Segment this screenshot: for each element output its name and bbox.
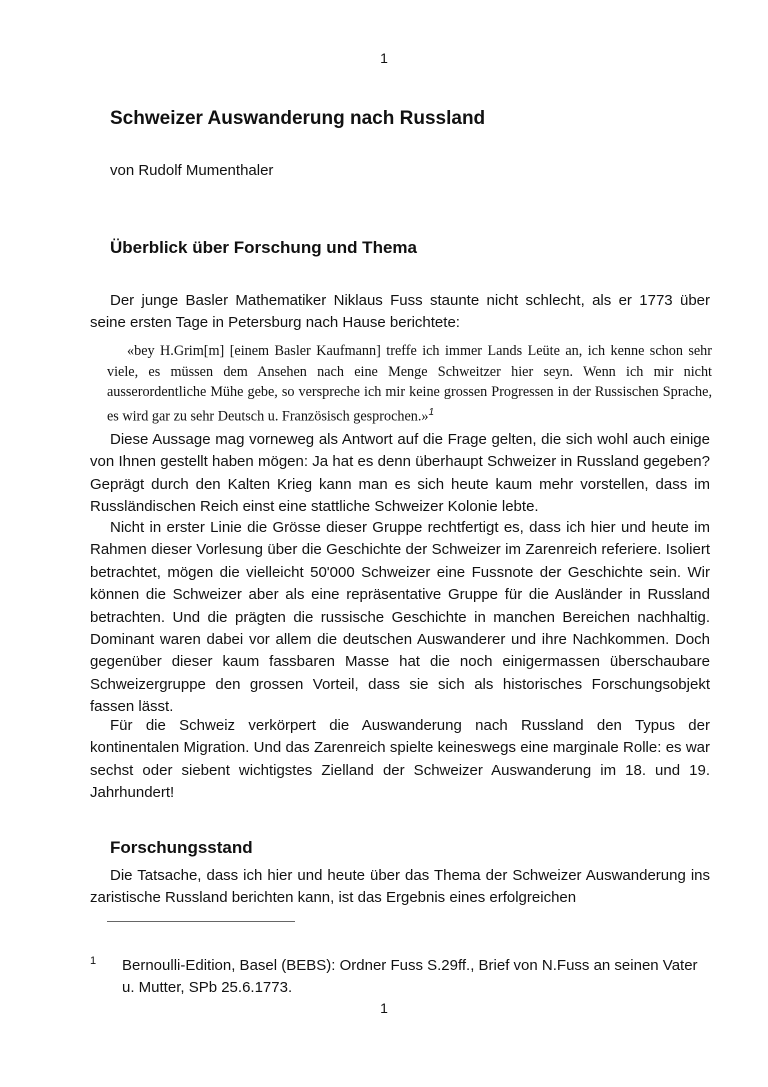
section-heading-overview: Überblick über Forschung und Thema [110,238,417,257]
section-heading-research: Forschungsstand [110,838,253,857]
page-number-bottom: 1 [380,1000,388,1016]
block-quote [107,341,712,428]
paragraph-research: Die Tatsache, dass ich hier und heute über das Thema der Schweizer Auswanderung ins zaristische Russland berichten kann, ist das Ergebnis eines erfolgreichen [90,867,710,907]
paragraph-intro: Der junge Basler Mathematiker Niklaus Fuss staunte nicht schlecht, als er 1773 über seine ersten Tage in Petersburg nach Hause berichtete: [90,292,710,332]
footnote-text: Bernoulli-Edition, Basel (BEBS): Ordner Fuss S.29ff., Brief von N.Fuss an seinen Vater u. Mutter, SPb 25.6.1773. [122,957,698,997]
footnote-number: 1 [90,955,97,967]
paragraph-2: Diese Aussage mag vorneweg als Antwort auf die Frage gelten, die sich wohl auch einige von Ihnen gestellt haben mögen: Ja hat es denn überhaupt Schweizer in Russland gegeben? Geprägt durch den Kalten Krieg kann man es sich heute kaum mehr vorstellen, dass im Russländischen Reich einst eine stattliche Schweizer Kolonie lebte. [90,431,710,516]
quote-text: «bey H.Grim[m] [einem Basler Kaufmann] treffe ich immer Lands Leüte an, ich kenne schon sehr viele, es müssen dem Ansehen nach eine Menge Schweitzer hier seyn. Wenn ich mir nicht ausserordentliche Mühe gebe, so verspreche ich mir keine grossen Progressen in der Russischen Sprache, es wird gar zu sehr Deutsch u. Französisch gesprochen.» [107,343,712,425]
paragraph-3: Nicht in erster Linie die Grösse dieser Gruppe rechtfertigt es, dass ich hier und heute im Rahmen dieser Vorlesung über die Geschichte der Schweizer im Zarenreich referiere. Isoliert betrachtet, mögen die vielleicht 50'000 Schweizer eine Fussnote der Geschichte sein. Wir können die Schweizer aber als eine repräsentative Gruppe für die Ausländer in Russland betrachten. Und die prägten die russische Geschichte in manchen Bereichen nachhaltig. Dominant waren dabei vor allem die deutschen Auswanderer und ihre Nachkommen. Doch gegenüber dieser kaum fassbaren Masse hat die noch einigermassen überschaubare Schweizergruppe den grossen Vorteil, dass sie sich als historisches Forschungsobjekt fassen lässt. [90,519,710,716]
page-number-top: 1 [380,50,388,66]
footnote-ref[interactable]: 1 [428,407,435,419]
document-title: Schweizer Auswanderung nach Russland [110,108,486,129]
paragraph-4: Für die Schweiz verkörpert die Auswanderung nach Russland den Typus der kontinentalen Migration. Und das Zarenreich spielte keineswegs eine marginale Rolle: es war sechst oder siebent wichtigstes Zielland der Schweizer Auswanderung im 18. und 19. Jahrhundert! [90,717,710,802]
author-line: von Rudolf Mumenthaler [110,162,274,179]
footnote-divider [107,921,295,922]
